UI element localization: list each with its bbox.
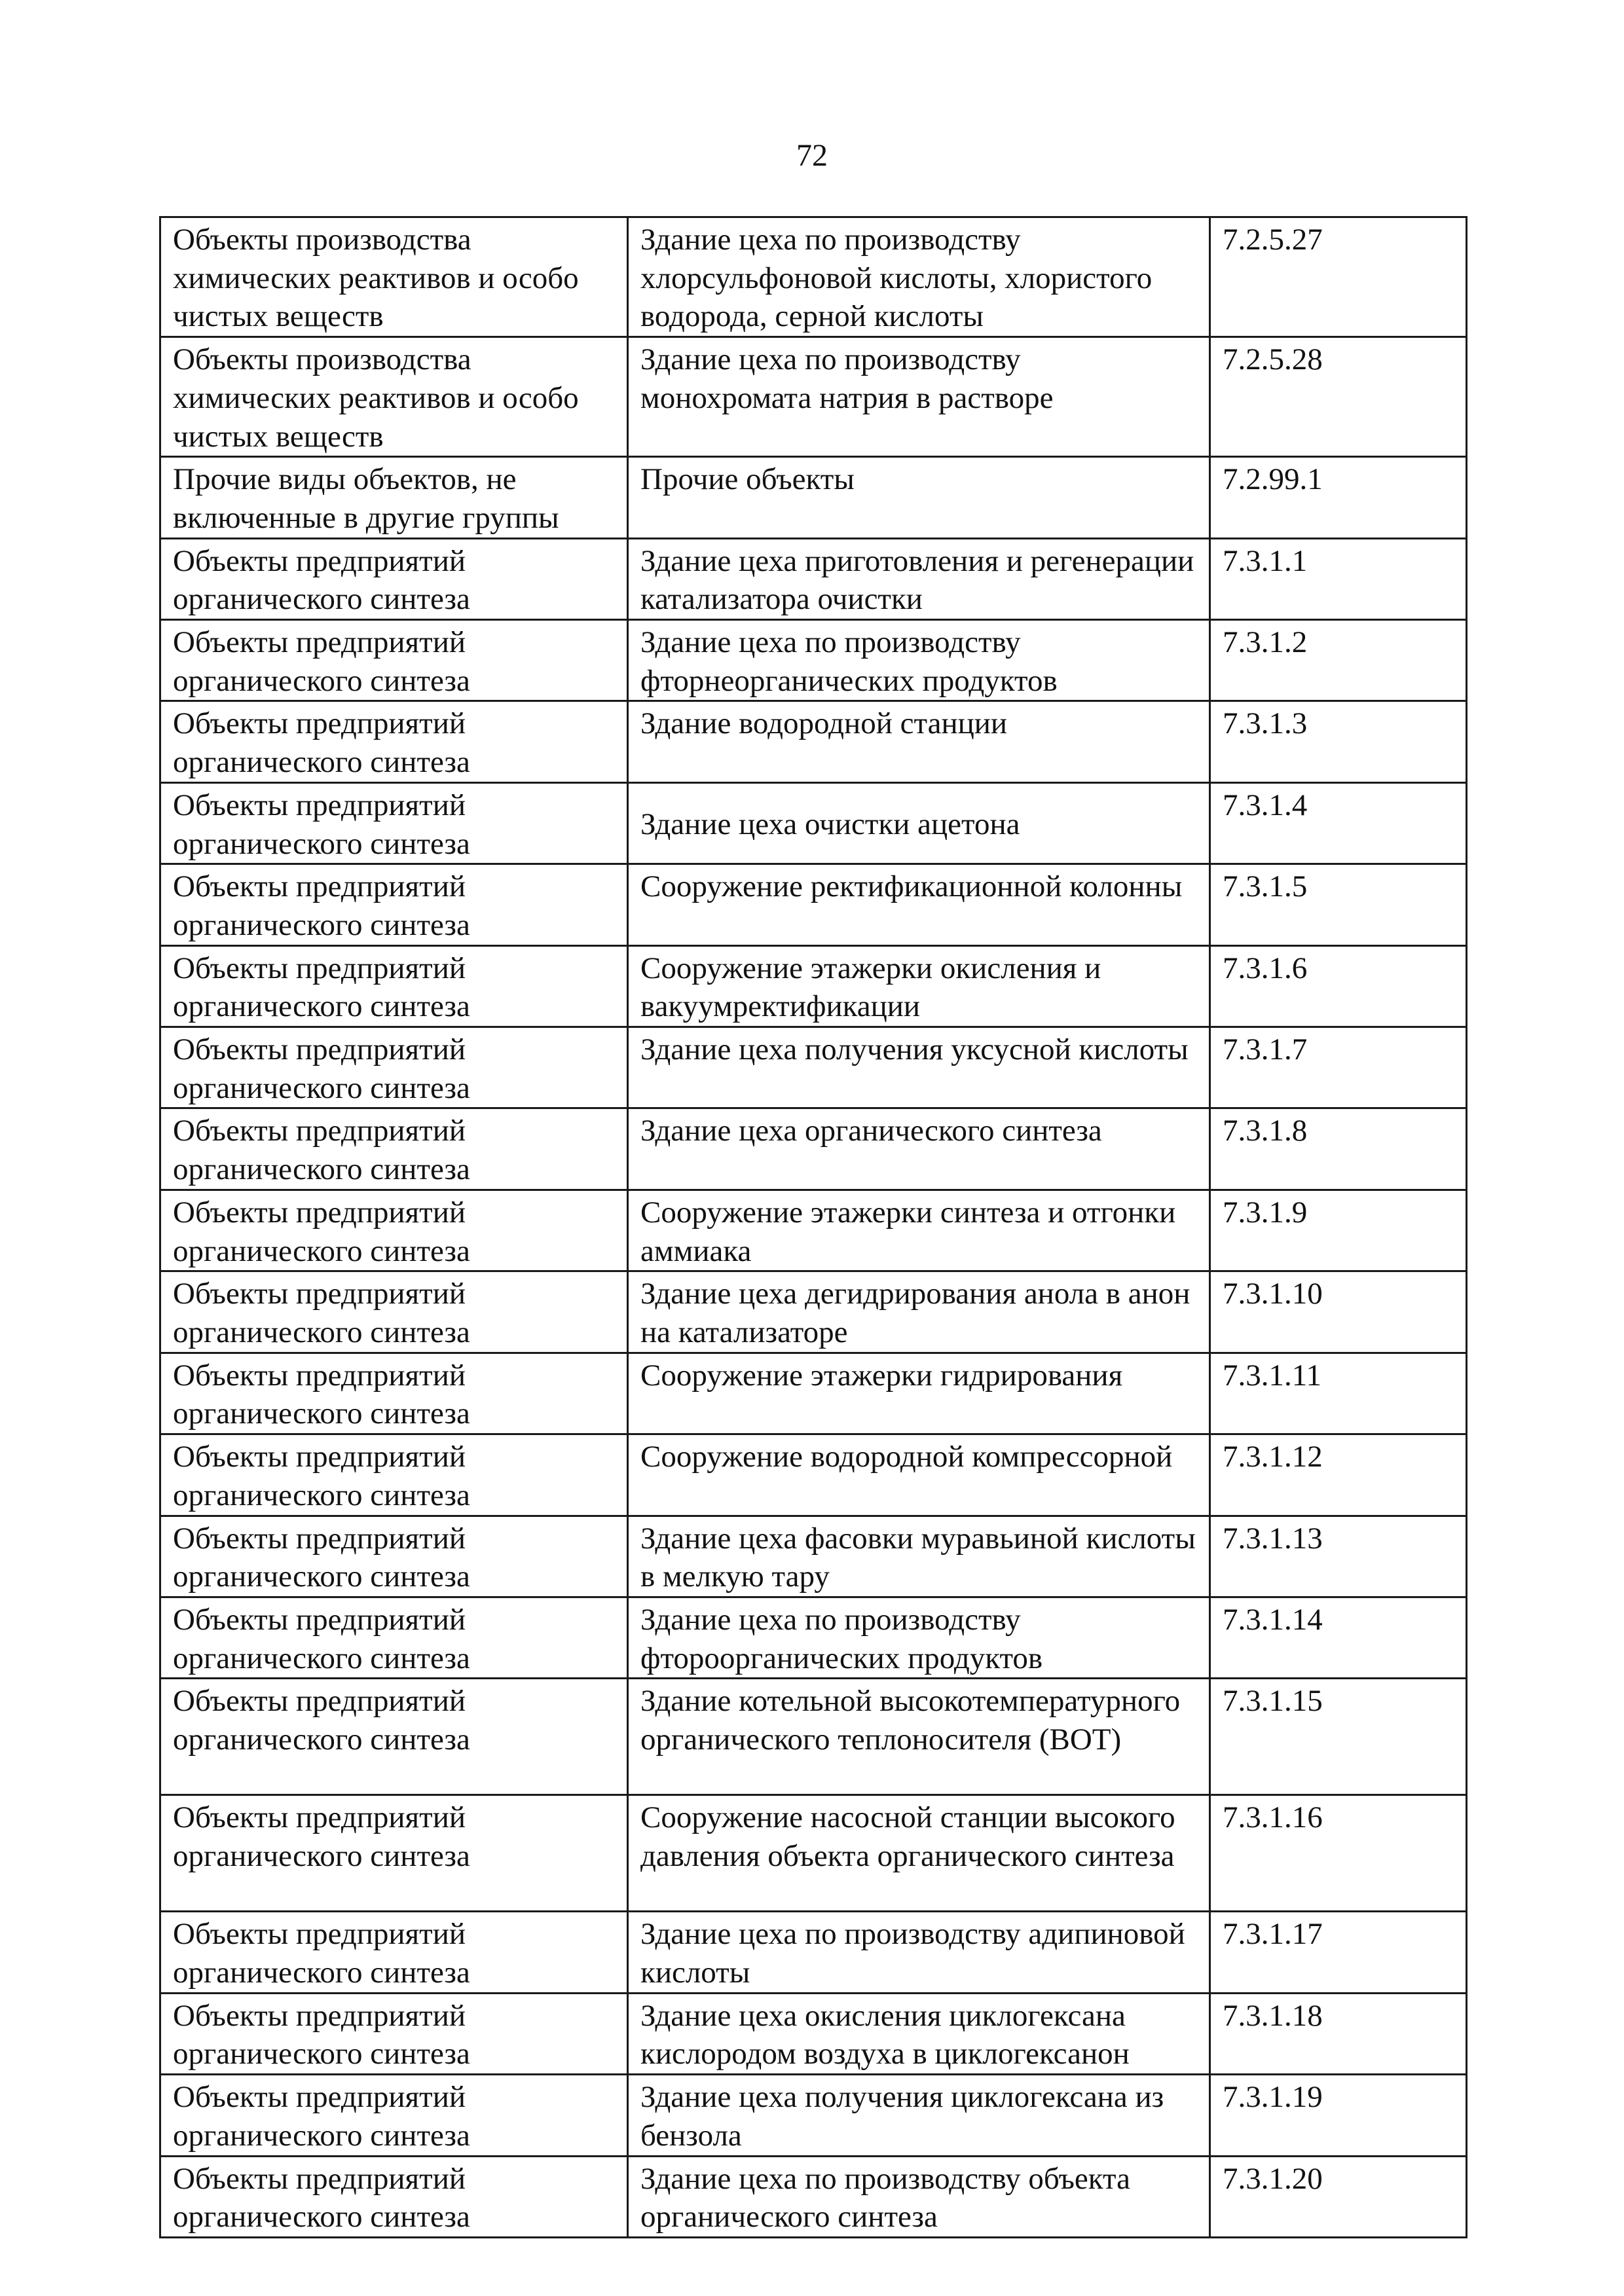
category-cell: Объекты предприятий органического синтеза <box>160 1516 628 1597</box>
table-row <box>160 1516 1467 1597</box>
object-cell: Здание цеха органического синтеза <box>628 1108 1210 1190</box>
table-row <box>160 620 1467 701</box>
object-cell: Здание цеха по производству фтороорганических продуктов <box>628 1597 1210 1678</box>
code-cell: 7.3.1.1 <box>1210 538 1467 619</box>
category-cell: Объекты предприятий органического синтеза <box>160 1027 628 1108</box>
code-cell: 7.3.1.10 <box>1210 1271 1467 1353</box>
category-cell: Объекты производства химических реактивов и особо чистых веществ <box>160 217 628 337</box>
object-cell: Здание цеха окисления циклогексана кислородом воздуха в циклогексанон <box>628 1993 1210 2074</box>
category-cell: Объекты предприятий органического синтеза <box>160 2156 628 2237</box>
category-cell: Объекты предприятий органического синтеза <box>160 864 628 945</box>
category-cell: Объекты предприятий органического синтеза <box>160 1271 628 1353</box>
table-row <box>160 217 1467 337</box>
category-cell: Объекты предприятий органического синтеза <box>160 1795 628 1912</box>
objects-table <box>159 216 1467 2238</box>
table-row <box>160 1108 1467 1190</box>
object-cell: Здание цеха по производству хлорсульфоновой кислоты, хлористого водорода, серной кислоты <box>628 217 1210 337</box>
object-cell: Здание цеха по производству фторнеорганических продуктов <box>628 620 1210 701</box>
category-cell: Прочие виды объектов, не включенные в другие группы <box>160 457 628 538</box>
object-cell: Сооружение этажерки окисления и вакуумректификации <box>628 945 1210 1027</box>
object-cell: Здание цеха дегидрирования анола в анон на катализаторе <box>628 1271 1210 1353</box>
code-cell: 7.3.1.4 <box>1210 782 1467 864</box>
code-cell: 7.3.1.6 <box>1210 945 1467 1027</box>
table-row <box>160 538 1467 619</box>
object-cell: Здание водородной станции <box>628 701 1210 782</box>
table-row <box>160 2156 1467 2237</box>
category-cell: Объекты производства химических реактивов и особо чистых веществ <box>160 337 628 457</box>
table-row <box>160 1353 1467 1434</box>
category-cell: Объекты предприятий органического синтеза <box>160 1912 628 1993</box>
category-cell: Объекты предприятий органического синтеза <box>160 1353 628 1434</box>
object-cell: Прочие объекты <box>628 457 1210 538</box>
category-cell: Объекты предприятий органического синтеза <box>160 1108 628 1190</box>
code-cell: 7.3.1.14 <box>1210 1597 1467 1678</box>
table-row <box>160 1190 1467 1271</box>
table-row <box>160 1993 1467 2074</box>
object-cell: Сооружение водородной компрессорной <box>628 1434 1210 1516</box>
object-cell: Здание цеха фасовки муравьиной кислоты в мелкую тару <box>628 1516 1210 1597</box>
table-row <box>160 945 1467 1027</box>
category-cell: Объекты предприятий органического синтеза <box>160 620 628 701</box>
code-cell: 7.3.1.17 <box>1210 1912 1467 1993</box>
table-row <box>160 864 1467 945</box>
code-cell: 7.3.1.9 <box>1210 1190 1467 1271</box>
code-cell: 7.3.1.2 <box>1210 620 1467 701</box>
table-row <box>160 1434 1467 1516</box>
code-cell: 7.3.1.12 <box>1210 1434 1467 1516</box>
page-number: 72 <box>796 138 828 173</box>
table-row <box>160 1271 1467 1353</box>
object-cell: Сооружение этажерки гидрирования <box>628 1353 1210 1434</box>
category-cell: Объекты предприятий органического синтеза <box>160 1679 628 1795</box>
object-cell: Здание котельной высокотемпературного органического теплоносителя (ВОТ) <box>628 1679 1210 1795</box>
code-cell: 7.3.1.16 <box>1210 1795 1467 1912</box>
object-cell: Здание цеха по производству объекта органического синтеза <box>628 2156 1210 2237</box>
object-cell: Здание цеха по производству монохромата натрия в растворе <box>628 337 1210 457</box>
code-cell: 7.3.1.13 <box>1210 1516 1467 1597</box>
category-cell: Объекты предприятий органического синтеза <box>160 1597 628 1678</box>
table-row <box>160 2075 1467 2156</box>
code-cell: 7.3.1.19 <box>1210 2075 1467 2156</box>
category-cell: Объекты предприятий органического синтеза <box>160 782 628 864</box>
object-cell: Здание цеха получения уксусной кислоты <box>628 1027 1210 1108</box>
code-cell: 7.3.1.15 <box>1210 1679 1467 1795</box>
category-cell: Объекты предприятий органического синтеза <box>160 538 628 619</box>
object-cell: Сооружение насосной станции высокого давления объекта органического синтеза <box>628 1795 1210 1912</box>
code-cell: 7.3.1.11 <box>1210 1353 1467 1434</box>
table-row <box>160 1795 1467 1912</box>
code-cell: 7.2.5.28 <box>1210 337 1467 457</box>
table-row <box>160 782 1467 864</box>
table-row <box>160 337 1467 457</box>
code-cell: 7.3.1.7 <box>1210 1027 1467 1108</box>
table-row <box>160 1027 1467 1108</box>
code-cell: 7.3.1.18 <box>1210 1993 1467 2074</box>
category-cell: Объекты предприятий органического синтеза <box>160 1190 628 1271</box>
object-cell: Здание цеха очистки ацетона <box>628 782 1210 864</box>
category-cell: Объекты предприятий органического синтеза <box>160 945 628 1027</box>
object-cell: Сооружение ректификационной колонны <box>628 864 1210 945</box>
object-cell: Здание цеха получения циклогексана из бензола <box>628 2075 1210 2156</box>
object-cell: Сооружение этажерки синтеза и отгонки аммиака <box>628 1190 1210 1271</box>
category-cell: Объекты предприятий органического синтеза <box>160 701 628 782</box>
category-cell: Объекты предприятий органического синтеза <box>160 2075 628 2156</box>
code-cell: 7.3.1.8 <box>1210 1108 1467 1190</box>
code-cell: 7.2.5.27 <box>1210 217 1467 337</box>
code-cell: 7.3.1.3 <box>1210 701 1467 782</box>
table-row <box>160 1597 1467 1678</box>
category-cell: Объекты предприятий органического синтеза <box>160 1434 628 1516</box>
table-row <box>160 701 1467 782</box>
code-cell: 7.3.1.5 <box>1210 864 1467 945</box>
table-row <box>160 1912 1467 1993</box>
table-row <box>160 457 1467 538</box>
code-cell: 7.2.99.1 <box>1210 457 1467 538</box>
table-row <box>160 1679 1467 1795</box>
object-cell: Здание цеха приготовления и регенерации катализатора очистки <box>628 538 1210 619</box>
category-cell: Объекты предприятий органического синтеза <box>160 1993 628 2074</box>
object-cell: Здание цеха по производству адипиновой кислоты <box>628 1912 1210 1993</box>
code-cell: 7.3.1.20 <box>1210 2156 1467 2237</box>
